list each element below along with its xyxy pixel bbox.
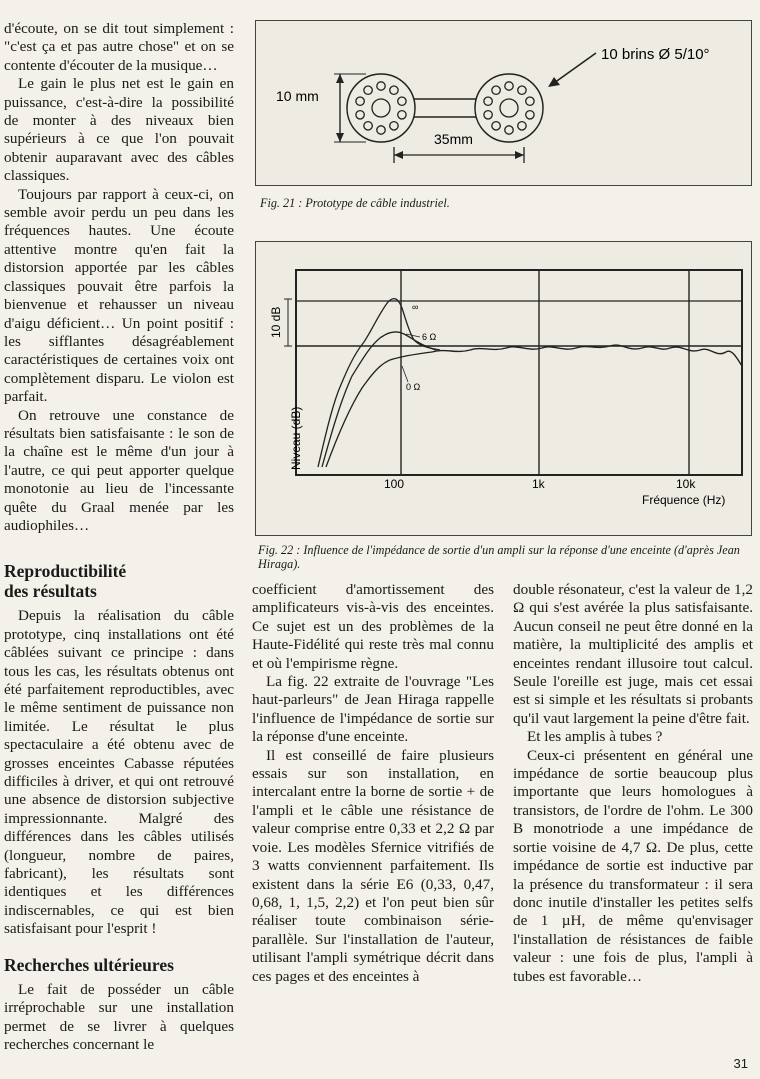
paragraph: Et les amplis à tubes ? — [527, 728, 663, 746]
tick-label-1k: 1k — [532, 477, 545, 491]
curve-0-ohm — [326, 352, 432, 467]
curve-label-infinite: ∞ — [412, 302, 419, 312]
arrow-head — [336, 133, 344, 142]
core — [372, 99, 390, 117]
cable-cross-section-drawing — [256, 21, 751, 185]
heading-reproductibilite: Reproductibilité des résultats — [4, 561, 127, 602]
paragraph: coefficient d'amortissement des amplificateurs vis-à-vis des enceintes. Ce sujet est un des problèmes de la Haute-Fidélité qui reste très mal connu et où l'empirisme règne. — [252, 581, 494, 672]
strand — [356, 111, 364, 119]
strand — [505, 126, 513, 134]
strand — [484, 111, 492, 119]
strand — [364, 86, 372, 94]
label-strands: 10 brins Ø 5/10° — [601, 46, 710, 63]
strand — [356, 97, 364, 105]
paragraph: On retrouve une constance de résultats bien satisfaisante : le son de la chaîne est le même d'un jour à l'autre, ce qui peut apporter quelque monotonie au lieu de l'incessante quête du Graal menée par les audiophiles… — [4, 406, 234, 534]
paragraph: Ceux-ci présentent en général une impédance de sortie beaucoup plus importante que leurs homologues à transistors, de l'ordre de l'ohm. Le 300 B monotriode a une impédance de sortie voisine de 4,7 Ω. De plus, cette impédance de sortie est inductive par la présence du transformateur : il sera donc inutile d'installer les petites selfs de 1 µH, de même qu'envisager l'installation de résistances de faible valeur : une fois de plus, l'ampli à tubes est favorable… — [513, 746, 753, 985]
strand — [377, 82, 385, 90]
left-column — [4, 20, 234, 1054]
strand — [390, 86, 398, 94]
figure-22-caption: Fig. 22 : Influence de l'impédance de sortie d'un ampli sur la réponse d'une enceinte (d'après Jean Hiraga). — [258, 543, 740, 571]
curve-common-response — [432, 345, 742, 366]
arrow-head — [548, 77, 560, 87]
curve-6-ohm — [322, 332, 436, 467]
strand — [492, 122, 500, 130]
scale-label: 10 dB — [269, 306, 283, 338]
strands-pointer-line — [554, 53, 596, 83]
paragraph: Le gain le plus net est le gain en puissance, c'est-à-dire la possibilité de monter à des niveaux bien supérieurs à ce que l'on pouvait obtenir auparavant avec des câbles classiques. — [4, 75, 234, 185]
core — [500, 99, 518, 117]
strand — [505, 82, 513, 90]
figure-22-impedance-response — [255, 241, 752, 536]
paragraph: La fig. 22 extraite de l'ouvrage "Les haut-parleurs" de Jean Hiraga rappelle l'influence de l'impédance de sortie sur la réponse d'une enceinte. — [252, 673, 494, 746]
middle-column — [252, 581, 494, 986]
paragraph: Le fait de posséder un câble irréprochable sur une installation permet de se livrer à quelques recherches concernant le — [4, 980, 234, 1053]
arrow-head — [394, 151, 403, 159]
page-number: 31 — [733, 1056, 748, 1071]
label-height: 10 mm — [276, 88, 319, 104]
strand — [484, 97, 492, 105]
strand — [518, 86, 526, 94]
label-spacing: 35mm — [434, 131, 473, 147]
paragraph: d'écoute, on se dit tout simplement : "c'est ça et pas autre chose" et on se contente d'écouter de la musique… — [4, 20, 234, 74]
frequency-response-plot — [256, 242, 751, 535]
paragraph: Il est conseillé de faire plusieurs essais sur son installation, en intercalant entre la borne de sortie + de l'ampli et le câble une résistance de valeur comprise entre 0,33 et 2,2 Ω par voie. Les modèles Sfernice vitrifiés de 3 watts conviennent parfaitement. Ils existent dans la série E6 (0,33, 0,47, 0,68, 1, 1,5, 2,2) et l'on peut bien sûr réaliser toute combinaison série-parallèle. Sur l'installation de l'auteur, utilisant l'ampli symétrique décrit dans ces pages et des enceintes à — [252, 746, 494, 985]
strand — [526, 97, 534, 105]
strand — [398, 111, 406, 119]
strand — [377, 126, 385, 134]
heading-recherches: Recherches ultérieures — [4, 954, 174, 975]
x-axis-label: Fréquence (Hz) — [642, 493, 726, 507]
figure-21-cable-prototype — [255, 20, 752, 186]
strand — [364, 122, 372, 130]
tick-label-100: 100 — [384, 477, 405, 491]
right-column — [513, 581, 753, 986]
figure-21-caption: Fig. 21 : Prototype de câble industriel. — [260, 196, 450, 210]
curve-label-6-ohm: 6 Ω — [422, 332, 437, 342]
paragraph: double résonateur, c'est la valeur de 1,2 Ω qui s'est avérée la plus satisfaisante. Aucun conseil ne peut être donné en la matière, la multiplicité des amplis et enceintes rendant illusoire tout calcul. Seule l'oreille est juge, mais cet essai est si simple et les résultats si probants qu'il vaut largement la peine d'être fait. — [513, 581, 753, 727]
strand — [526, 111, 534, 119]
arrow-head — [336, 74, 344, 83]
strand — [492, 86, 500, 94]
strand — [518, 122, 526, 130]
curve-label-0-ohm: 0 Ω — [406, 382, 421, 392]
y-axis-label: Niveau (dB) — [289, 406, 303, 470]
strand — [398, 97, 406, 105]
tick-label-10k: 10k — [676, 477, 696, 491]
paragraph: Toujours par rapport à ceux-ci, on semble avoir perdu un peu dans les fréquences hautes. Une écoute attentive montre qu'en fait la distorsion apportée par les câbles classiques pouvait être parfois la bienvenue et rehausser un niveau d'aigu déficient… Un point positif : les sifflantes désagréablement caractéristiques de certaines voix ont complètement disparu. Le violon est parfait. — [4, 185, 234, 406]
paragraph: Depuis la réalisation du câble prototype, cinq installations ont été câblées suivant ce principe : dans tous les cas, les résultats obtenus ont été parfaitement reproductibles, avec le même sentiment de puissance non limitée. Le résultat le plus spectaculaire a été obtenu avec de grosses enceintes Cabasse réputées difficiles à driver, et qui ont retrouvé une absence de distorsion subjective impressionnante. Malgré des différences dans les câbles utilisés (longueur, nombre de paires, fabricant), les résultats sont identiques et les différences indiscernables, ce qui est bien satisfaisant pour l'esprit ! — [4, 607, 234, 938]
curve-label-leader — [402, 366, 408, 382]
strand — [390, 122, 398, 130]
arrow-head — [515, 151, 524, 159]
